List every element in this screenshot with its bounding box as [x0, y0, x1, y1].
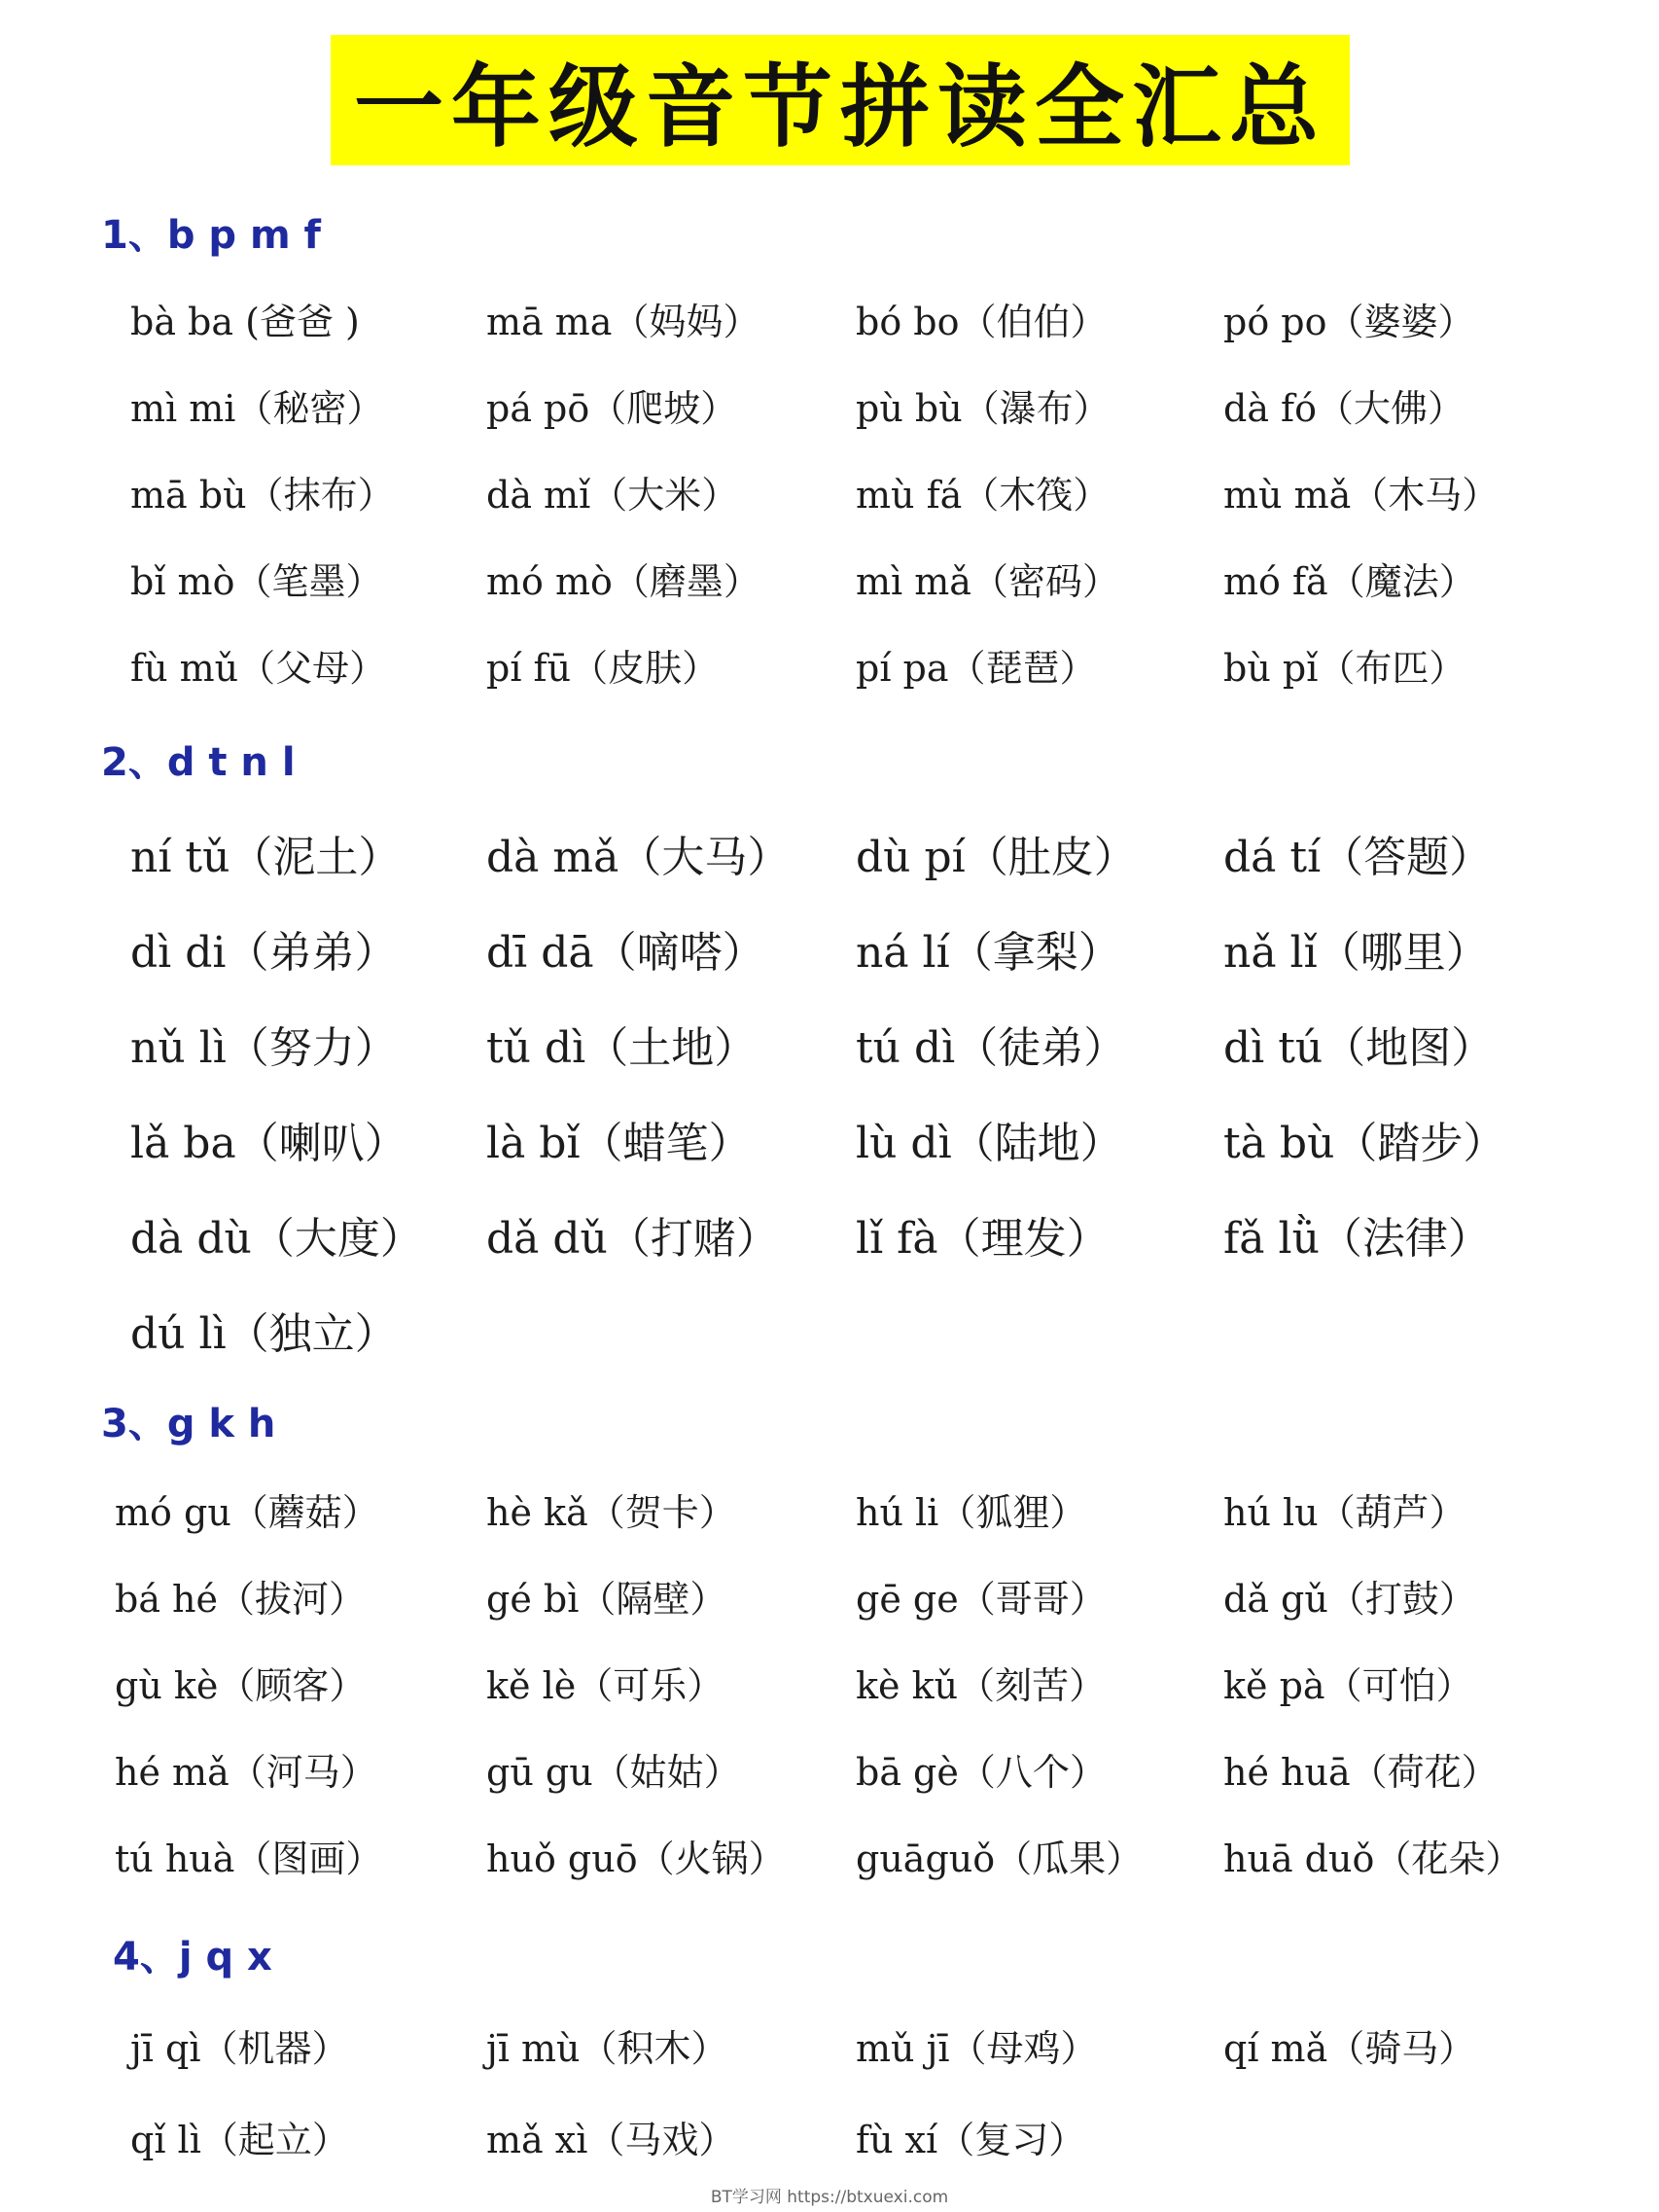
syllable-word: bá hé（拔河） — [115, 1578, 367, 1621]
syllable-word: dà fó（大佛） — [1223, 387, 1465, 430]
syllable-word: bó bo（伯伯） — [856, 301, 1108, 343]
syllable-word: pá pō（爬坡） — [486, 387, 738, 430]
syllable-word: jī qì（机器） — [130, 2027, 349, 2070]
syllable-word: mù mǎ（木马） — [1223, 474, 1500, 517]
syllable-word: dá tí（答题） — [1223, 833, 1493, 882]
syllable-word: hé huā（荷花） — [1223, 1751, 1499, 1794]
syllable-word: fù mǔ（父母） — [130, 647, 387, 690]
syllable-word: hé mǎ（河马） — [115, 1751, 377, 1794]
syllable-word: tú huà（图画） — [115, 1837, 383, 1880]
syllable-word: pí fū（皮肤） — [486, 647, 720, 690]
syllable-word: nǔ lì（努力） — [130, 1023, 398, 1073]
syllable-word: mù fá（木筏） — [856, 474, 1111, 517]
syllable-word: tǔ dì（土地） — [486, 1023, 758, 1073]
footer-watermark: BT学习网 https://btxuexi.com — [710, 2188, 949, 2207]
syllable-word: fù xí（复习） — [856, 2119, 1086, 2161]
syllable-word: dì tú（地图） — [1223, 1023, 1495, 1073]
title-banner — [331, 35, 1350, 165]
syllable-word: gē ge（哥哥） — [856, 1578, 1107, 1621]
syllable-word: mó mò（磨墨） — [486, 560, 760, 603]
syllable-word: jī mù（积木） — [486, 2027, 728, 2070]
syllable-word: bà ba (爸爸 ) — [130, 301, 360, 343]
syllable-word: pó po（婆婆） — [1223, 301, 1475, 343]
syllable-word: pí pa（琵琶） — [856, 647, 1097, 690]
syllable-word: mā ma（妈妈） — [486, 301, 760, 343]
syllable-word: bā gè（八个） — [856, 1751, 1107, 1794]
syllable-word: lǎ ba（喇叭） — [130, 1119, 407, 1168]
syllable-word: mì mi（秘密） — [130, 387, 384, 430]
syllable-word: qǐ lì（起立） — [130, 2119, 349, 2161]
syllable-word: bǐ mò（笔墨） — [130, 560, 383, 603]
syllable-word: hú li（狐狸） — [856, 1491, 1087, 1534]
syllable-word: dà dù（大度） — [130, 1214, 423, 1264]
syllable-word: dī dā（嘀嗒） — [486, 928, 765, 978]
section-heading: 1、b p m f — [101, 213, 321, 258]
syllable-word: dà mǎ（大马） — [486, 833, 791, 882]
syllable-word: tà bù（踏步） — [1223, 1119, 1506, 1168]
syllable-word: dǎ gǔ（打鼓） — [1223, 1578, 1476, 1621]
section-heading: 2、d t n l — [101, 740, 296, 785]
syllable-word: mā bù（抹布） — [130, 474, 395, 517]
syllable-word: kě pà（可怕） — [1223, 1664, 1473, 1707]
syllable-word: dù pí（肚皮） — [856, 833, 1137, 882]
syllable-word: huǒ guō（火锅） — [486, 1837, 786, 1880]
page-title: 一年级音节拼读全汇总 — [353, 55, 1326, 160]
syllable-word: dà mǐ（大米） — [486, 474, 739, 517]
syllable-word: huā duǒ（花朵） — [1223, 1837, 1523, 1880]
syllable-word: lù dì（陆地） — [856, 1119, 1123, 1168]
syllable-word: hè kǎ（贺卡） — [486, 1491, 736, 1534]
section-heading: 3、g k h — [101, 1402, 276, 1446]
syllable-word: tú dì（徒弟） — [856, 1023, 1127, 1073]
syllable-word: dì di（弟弟） — [130, 928, 398, 978]
syllable-word: mó gu（蘑菇） — [115, 1491, 379, 1534]
syllable-word: bù pǐ（布匹） — [1223, 647, 1466, 690]
syllable-word: là bǐ（蜡笔） — [486, 1119, 752, 1168]
syllable-word: mó fǎ（魔法） — [1223, 560, 1476, 603]
syllable-word: ní tǔ（泥土） — [130, 833, 402, 882]
syllable-word: fǎ lǜ（法律） — [1223, 1214, 1491, 1264]
syllable-word: dǎ dǔ（打赌） — [486, 1214, 779, 1264]
syllable-word: qí mǎ（骑马） — [1223, 2027, 1476, 2070]
syllable-word: mì mǎ（密码） — [856, 560, 1119, 603]
section-heading: 4、j q x — [113, 1935, 272, 1980]
syllable-word: kè kǔ（刻苦） — [856, 1664, 1107, 1707]
syllable-word: lǐ fà（理发） — [856, 1214, 1110, 1264]
syllable-word: pù bù（瀑布） — [856, 387, 1111, 430]
syllable-word: hú lu（葫芦） — [1223, 1491, 1466, 1534]
syllable-word: dú lì（独立） — [130, 1309, 398, 1359]
syllable-word: nǎ lǐ（哪里） — [1223, 928, 1489, 978]
syllable-word: ná lí（拿梨） — [856, 928, 1121, 978]
syllable-word: gū gu（姑姑） — [486, 1751, 741, 1794]
syllable-word: mǎ xì（马戏） — [486, 2119, 736, 2161]
syllable-word: kě lè（可乐） — [486, 1664, 724, 1707]
syllable-word: guāguǒ（瓜果） — [856, 1837, 1144, 1880]
syllable-word: gù kè（顾客） — [115, 1664, 367, 1707]
syllable-word: mǔ jī（母鸡） — [856, 2027, 1098, 2070]
syllable-word: gé bì（隔壁） — [486, 1578, 727, 1621]
